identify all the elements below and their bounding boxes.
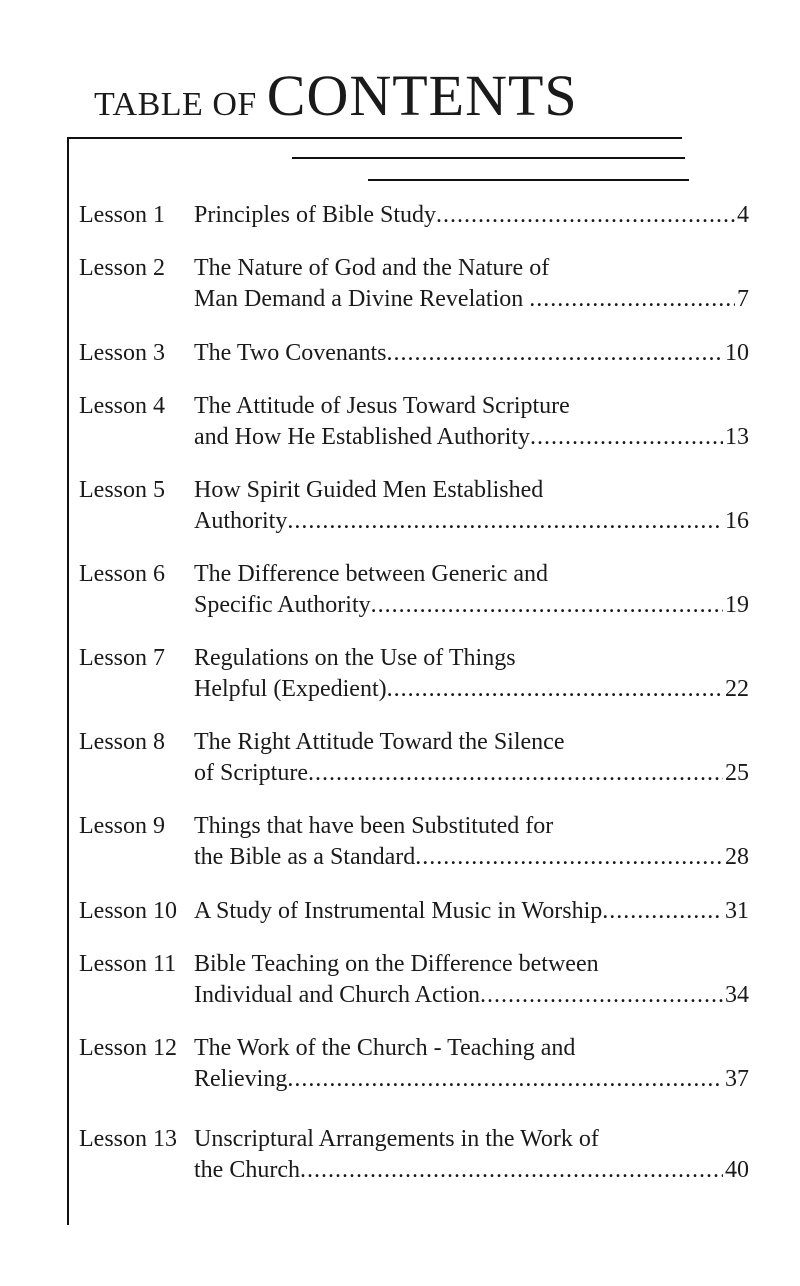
lesson-title — [194, 811, 749, 873]
title-text: A Study of Instrumental Music in Worship — [194, 898, 603, 924]
toc-entry[interactable] — [79, 475, 749, 537]
title-text: The Two Covenants — [194, 340, 387, 366]
lesson-title — [194, 949, 749, 1011]
page-number: 13 — [725, 424, 749, 450]
page-number: 10 — [725, 340, 749, 366]
toc-entry[interactable] — [79, 338, 749, 369]
title-line: The Work of the Church - Teaching and — [194, 1035, 576, 1061]
title-text: the Bible as a Standard — [194, 844, 416, 870]
lesson-label: Lesson 4 — [79, 393, 165, 419]
dot-leader — [387, 338, 723, 369]
title-line: The Difference between Generic and — [194, 561, 549, 587]
lesson-title — [194, 1033, 749, 1095]
title-last-line — [194, 338, 749, 369]
title-text: Individual and Church Action — [194, 982, 480, 1008]
dot-leader — [602, 896, 723, 927]
title-prefix: TABLE OF — [94, 86, 257, 123]
title-line: How Spirit Guided Men Established — [194, 477, 544, 503]
divider-rule-3 — [368, 179, 689, 181]
toc-entry[interactable] — [79, 559, 749, 621]
lesson-label: Lesson 6 — [79, 561, 165, 587]
toc-entry[interactable] — [79, 1124, 749, 1186]
divider-rule-2 — [292, 157, 685, 159]
dot-leader — [480, 980, 723, 1011]
title-text: Man Demand a Divine Revelation — [194, 286, 530, 312]
lesson-label: Lesson 9 — [79, 813, 165, 839]
title-text: Relieving — [194, 1066, 288, 1092]
title-line: Things that have been Substituted for — [194, 813, 554, 839]
title-last-line — [194, 506, 749, 537]
dot-leader — [436, 200, 735, 231]
dot-leader — [530, 422, 723, 453]
dot-leader — [387, 674, 723, 705]
page-number: 31 — [725, 898, 749, 924]
left-border-rule — [67, 137, 69, 1225]
lesson-title — [194, 896, 749, 927]
lesson-label: Lesson 11 — [79, 951, 177, 977]
dot-leader — [287, 506, 723, 537]
title-last-line — [194, 842, 749, 873]
toc-entry[interactable] — [79, 811, 749, 873]
title-main: CONTENTS — [266, 63, 578, 128]
lesson-label: Lesson 3 — [79, 340, 165, 366]
page-number: 7 — [737, 286, 749, 312]
lesson-label: Lesson 5 — [79, 477, 165, 503]
toc-entry[interactable] — [79, 200, 749, 231]
toc-entry[interactable] — [79, 896, 749, 927]
toc-entry[interactable] — [79, 1033, 749, 1095]
divider-rule-1 — [67, 137, 682, 139]
lesson-title — [194, 1124, 749, 1186]
title-line: Unscriptural Arrangements in the Work of — [194, 1126, 599, 1152]
title-text: Authority — [194, 508, 288, 534]
title-text: of Scripture — [194, 760, 308, 786]
lesson-title — [194, 338, 749, 369]
page-number: 22 — [725, 676, 749, 702]
title-last-line — [194, 422, 749, 453]
lesson-title — [194, 643, 749, 705]
lesson-title — [194, 391, 749, 453]
title-text: Helpful (Expedient) — [194, 676, 387, 702]
title-line: The Attitude of Jesus Toward Scripture — [194, 393, 570, 419]
page-number: 4 — [737, 202, 749, 228]
title-line: Regulations on the Use of Things — [194, 645, 516, 671]
lesson-label: Lesson 2 — [79, 255, 165, 281]
dot-leader — [308, 758, 723, 789]
page-number: 16 — [725, 508, 749, 534]
title-last-line — [194, 590, 749, 621]
page-number: 25 — [725, 760, 749, 786]
title-line: The Nature of God and the Nature of — [194, 255, 550, 281]
lesson-label: Lesson 12 — [79, 1035, 177, 1061]
toc-entry[interactable] — [79, 253, 749, 315]
dot-leader — [529, 284, 735, 315]
dot-leader — [415, 842, 723, 873]
toc-entry[interactable] — [79, 391, 749, 453]
title-last-line — [194, 200, 749, 231]
title-last-line — [194, 980, 749, 1011]
page-number: 37 — [725, 1066, 749, 1092]
lesson-title — [194, 559, 749, 621]
title-line: The Right Attitude Toward the Silence — [194, 729, 565, 755]
page-number: 28 — [725, 844, 749, 870]
title-text: and How He Established Authority — [194, 424, 530, 450]
lesson-title — [194, 200, 749, 231]
lesson-label: Lesson 8 — [79, 729, 165, 755]
lesson-title — [194, 727, 749, 789]
lesson-label: Lesson 10 — [79, 898, 177, 924]
page-number: 19 — [725, 592, 749, 618]
dot-leader — [300, 1155, 723, 1186]
lesson-title — [194, 475, 749, 537]
dot-leader — [287, 1064, 723, 1095]
lesson-label: Lesson 1 — [79, 202, 165, 228]
title-last-line — [194, 896, 749, 927]
toc-entry[interactable] — [79, 727, 749, 789]
toc-entry[interactable] — [79, 949, 749, 1011]
title-line: Bible Teaching on the Difference between — [194, 951, 599, 977]
lesson-label: Lesson 13 — [79, 1126, 177, 1152]
lesson-title — [194, 253, 749, 315]
dot-leader — [371, 590, 723, 621]
page-number: 40 — [725, 1157, 749, 1183]
page-number: 34 — [725, 982, 749, 1008]
title-last-line — [194, 1064, 749, 1095]
page-title — [94, 62, 578, 129]
title-last-line — [194, 758, 749, 789]
title-last-line — [194, 1155, 749, 1186]
title-text: Specific Authority — [194, 592, 371, 618]
title-last-line — [194, 674, 749, 705]
title-text: Principles of Bible Study — [194, 202, 436, 228]
title-text: the Church — [194, 1157, 300, 1183]
lesson-label: Lesson 7 — [79, 645, 165, 671]
title-last-line — [194, 284, 749, 315]
toc-entry[interactable] — [79, 643, 749, 705]
